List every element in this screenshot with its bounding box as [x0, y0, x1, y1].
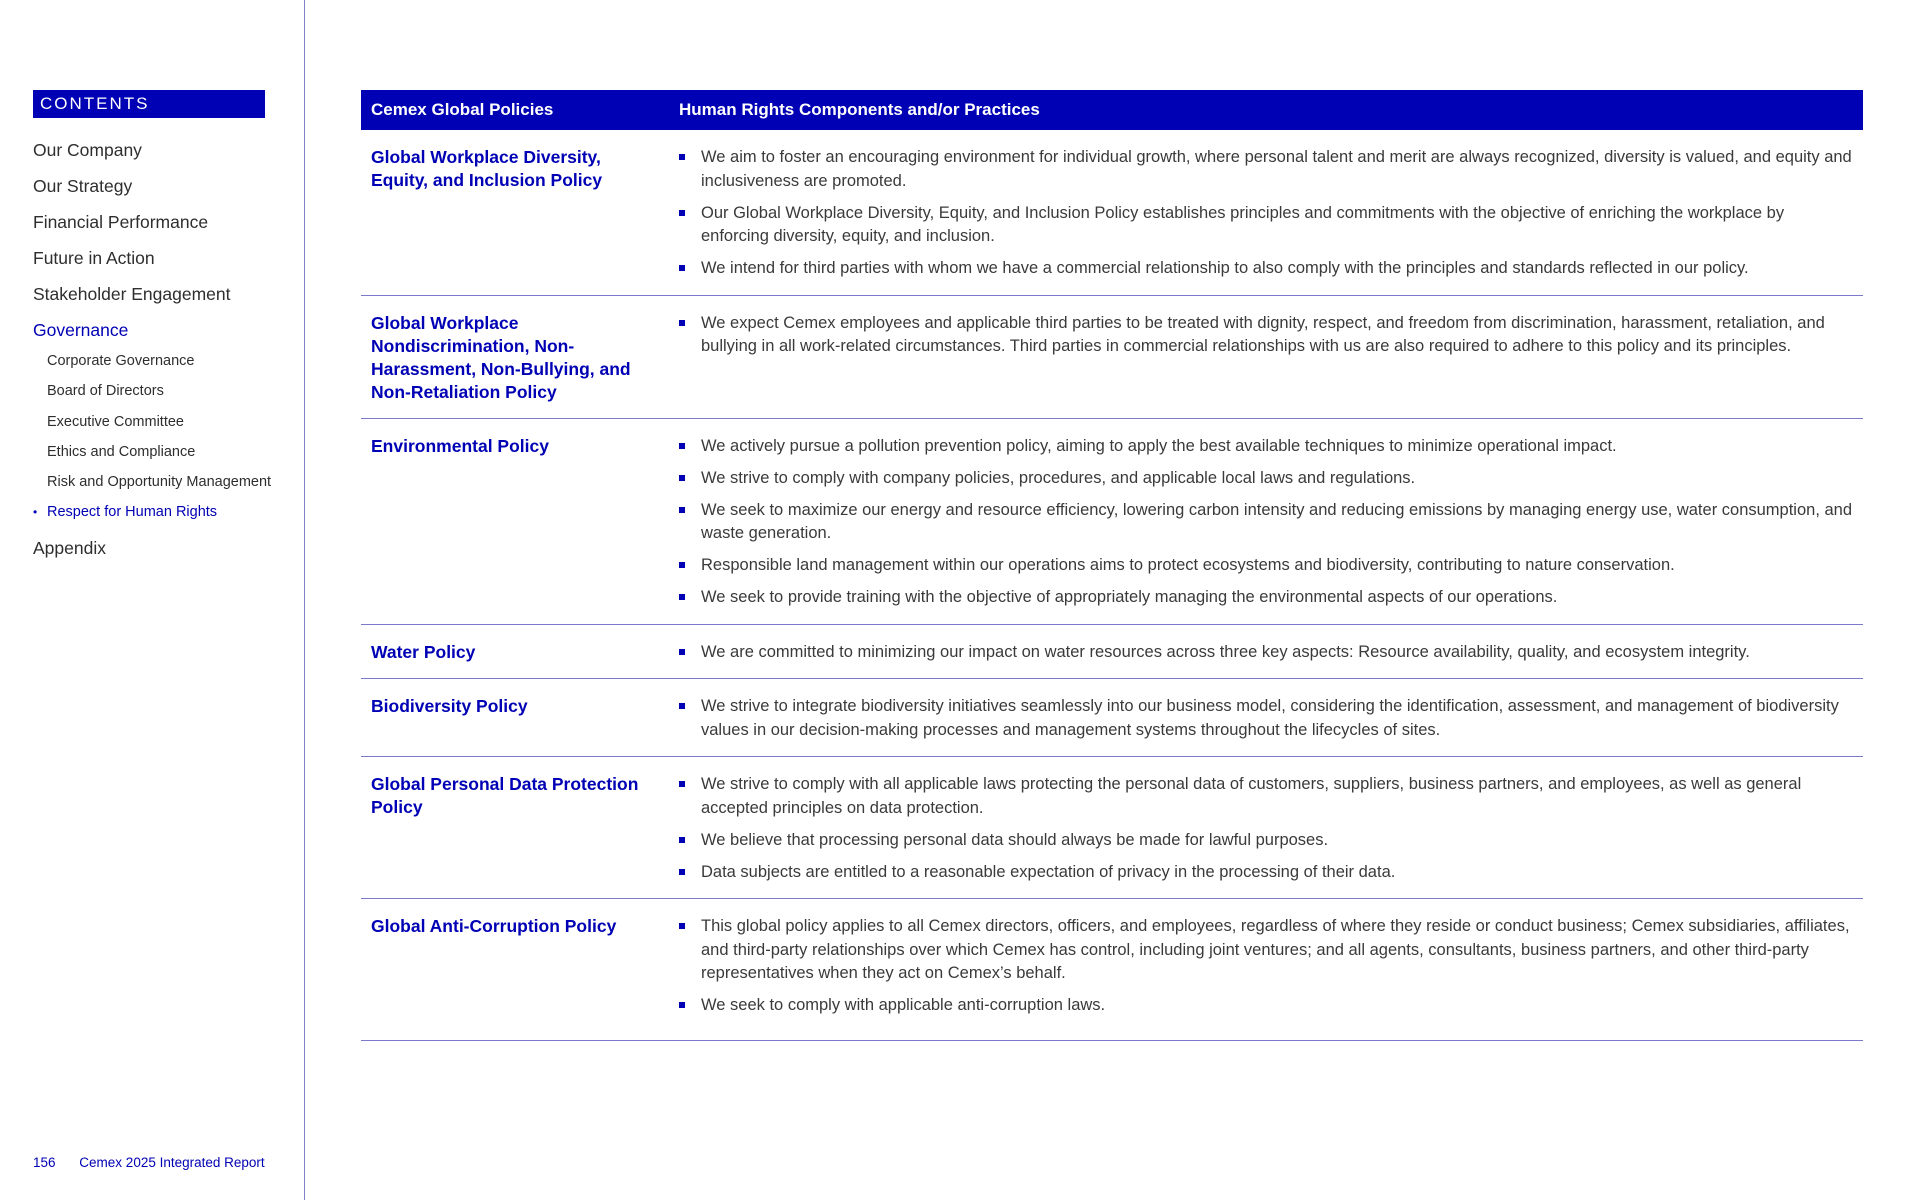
nav-sub-ethics-and-compliance[interactable]: Ethics and Compliance — [47, 443, 196, 460]
nav-item-our-strategy[interactable]: Our Strategy — [33, 176, 133, 196]
list-item: Our Global Workplace Diversity, Equity, and Inclusion Policy establishes principles and commitments with the objective of enriching the workplace by enforcing diversity, equity, and inclusion. — [679, 202, 1853, 249]
contents-label: CONTENTS — [33, 90, 265, 118]
contents-nav — [33, 138, 271, 572]
table-row — [361, 679, 1863, 757]
practices-cell — [669, 624, 1863, 679]
nav-sub-respect-for-human-rights[interactable] — [33, 501, 271, 531]
bullet-list — [679, 435, 1853, 610]
nav-item-stakeholder-engagement[interactable]: Stakeholder Engagement — [33, 284, 231, 304]
policy-name: Global Workplace Diversity, Equity, and Inclusion Policy — [371, 147, 603, 190]
list-item: We strive to comply with company policies, procedures, and applicable local laws and regulations. — [679, 467, 1853, 491]
list-item: Responsible land management within our operations aims to protect ecosystems and biodiversity, contributing to nature conservation. — [679, 554, 1853, 578]
list-item: We are committed to minimizing our impact on water resources across three key aspects: Resource availability, quality, and ecosystem integrity. — [679, 641, 1853, 665]
nav-sub-corporate-governance[interactable]: Corporate Governance — [47, 353, 195, 369]
bullet-list — [679, 695, 1853, 742]
practices-cell — [669, 418, 1863, 624]
policy-name: Global Workplace Nondiscrimination, Non-Harassment, Non-Bullying, and Non-Retaliation Policy — [371, 312, 631, 402]
policy-name: Biodiversity Policy — [371, 696, 528, 716]
page-number: 156 — [33, 1155, 56, 1170]
list-item: We seek to provide training with the objective of appropriately managing the environmental aspects of our operations. — [679, 586, 1853, 610]
practices-cell — [669, 679, 1863, 757]
sidebar — [0, 0, 305, 1200]
bullet-list — [679, 146, 1853, 281]
bullet-list — [679, 915, 1853, 1018]
nav-item-our-company[interactable]: Our Company — [33, 140, 142, 160]
practices-cell — [669, 295, 1863, 418]
table-row — [361, 624, 1863, 679]
table-row — [361, 295, 1863, 418]
page-footer — [33, 1155, 265, 1170]
list-item: We strive to comply with all applicable laws protecting the personal data of customers, suppliers, business partners, and employees, as well as general accepted principles on data protection. — [679, 773, 1853, 820]
list-item: Data subjects are entitled to a reasonable expectation of privacy in the processing of their data. — [679, 861, 1853, 885]
nav-sub-executive-committee[interactable]: Executive Committee — [47, 413, 184, 430]
table-header-row — [361, 90, 1863, 130]
table-row — [361, 899, 1863, 1041]
report-title: Cemex 2025 Integrated Report — [79, 1155, 265, 1170]
policy-cell — [361, 295, 669, 418]
list-item: We expect Cemex employees and applicable third parties to be treated with dignity, respect, and freedom from discrimination, harassment, retaliation, and bullying in all work-related circumstances. Third parties in commercial relationships with us are also required to adhere to this policy and its principles. — [679, 312, 1853, 359]
policy-name: Global Personal Data Protection Policy — [371, 774, 639, 817]
policy-cell — [361, 757, 669, 899]
policy-cell — [361, 624, 669, 679]
policy-cell — [361, 899, 669, 1041]
policy-cell — [361, 679, 669, 757]
bullet-list — [679, 641, 1853, 665]
list-item: We believe that processing personal data should always be made for lawful purposes. — [679, 829, 1853, 853]
table-row — [361, 130, 1863, 295]
current-page-bullet: • — [33, 505, 38, 520]
nav-item-governance[interactable]: Governance — [33, 320, 129, 340]
list-item: We intend for third parties with whom we have a commercial relationship to also comply with the principles and standards reflected in our policy. — [679, 257, 1853, 281]
nav-item-financial-performance[interactable]: Financial Performance — [33, 212, 209, 232]
list-item: We actively pursue a pollution prevention policy, aiming to apply the best available techniques to minimize operational impact. — [679, 435, 1853, 459]
list-item: We strive to integrate biodiversity initiatives seamlessly into our business model, considering the identification, assessment, and management of biodiversity values in our decision-making processes and management systems throughout the lifecycles of sites. — [679, 695, 1853, 742]
policy-cell — [361, 130, 669, 295]
practices-cell — [669, 757, 1863, 899]
header-human-rights-components: Human Rights Components and/or Practices — [669, 90, 1863, 130]
policies-table — [361, 90, 1863, 1041]
policy-cell — [361, 418, 669, 624]
list-item: We seek to maximize our energy and resource efficiency, lowering carbon intensity and reducing emissions by managing energy use, water consumption, and waste generation. — [679, 499, 1853, 546]
policy-name: Water Policy — [371, 641, 476, 662]
table-row — [361, 418, 1863, 624]
nav-item-appendix[interactable]: Appendix — [33, 537, 106, 558]
table-row — [361, 757, 1863, 899]
nav-item-future-in-action[interactable]: Future in Action — [33, 248, 155, 268]
practices-cell — [669, 899, 1863, 1041]
policy-name: Environmental Policy — [371, 435, 549, 456]
nav-sub-respect-for-human-rights-label: Respect for Human Rights — [47, 504, 218, 521]
nav-sub-risk-and-opportunity-management[interactable]: Risk and Opportunity Management — [47, 474, 272, 491]
practices-cell — [669, 130, 1863, 295]
nav-sub-board-of-directors[interactable]: Board of Directors — [47, 383, 164, 400]
policy-name: Global Anti-Corruption Policy — [371, 916, 617, 936]
header-global-policies: Cemex Global Policies — [361, 90, 669, 130]
list-item: We seek to comply with applicable anti-corruption laws. — [679, 994, 1853, 1018]
list-item: We aim to foster an encouraging environment for individual growth, where personal talent and merit are always recognized, diversity is valued, and equity and inclusiveness are promoted. — [679, 146, 1853, 193]
list-item: This global policy applies to all Cemex directors, officers, and employees, regardless of where they reside or conduct business; Cemex subsidiaries, affiliates, and third-party relationships over which Cemex has control, including joint ventures; and all agents, consultants, business partners, and other third-party representatives when they act on Cemex’s behalf. — [679, 915, 1853, 986]
bullet-list — [679, 773, 1853, 884]
bullet-list — [679, 312, 1853, 359]
